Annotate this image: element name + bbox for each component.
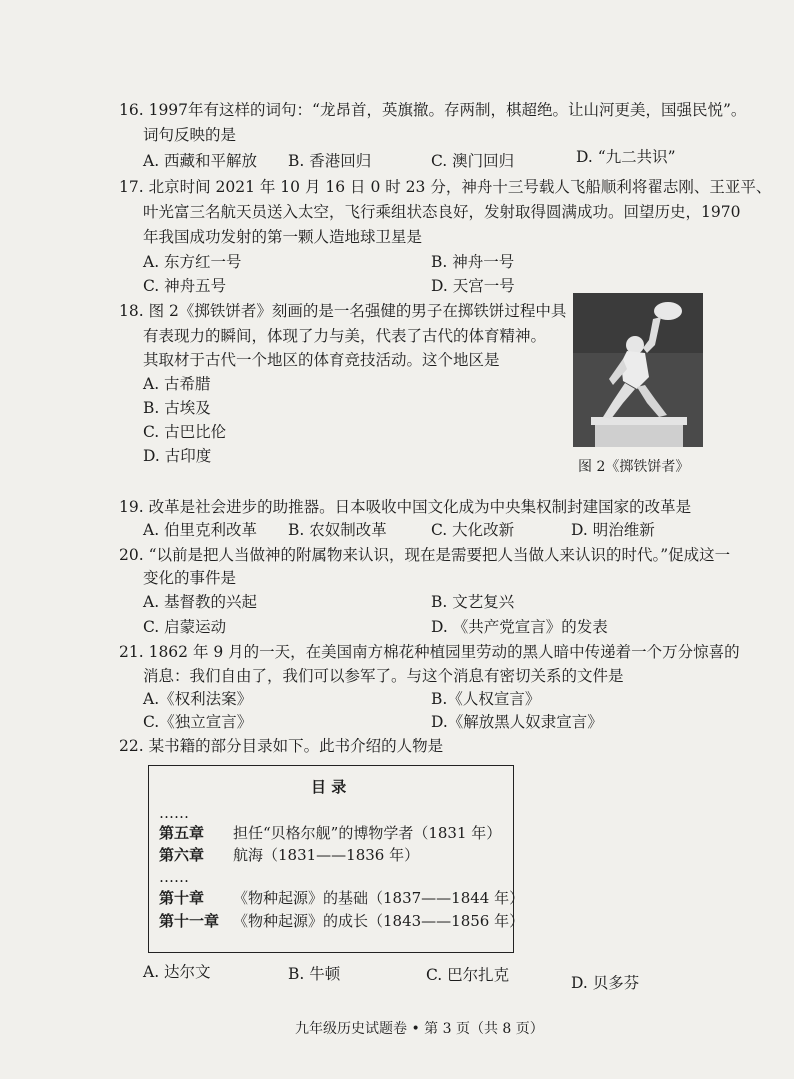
q20-stem-line-2: 变化的事件是: [143, 569, 237, 587]
q17-stem-line-2: 叶光富三名航天员送入太空，飞行乘组状态良好，发射取得圆满成功。回望历史，1970: [143, 203, 741, 221]
q22-option-a[interactable]: A. 达尔文: [143, 963, 211, 981]
toc-chapter-11-label: 第十一章: [159, 912, 220, 930]
discus-thrower-statue-illustration: [573, 293, 703, 447]
q21-option-a[interactable]: A.《权利法案》: [143, 690, 253, 708]
q20-option-d[interactable]: D. 《共产党宣言》的发表: [431, 618, 608, 636]
q16-option-b[interactable]: B. 香港回归: [288, 152, 372, 170]
q20-stem-line-1: 20. “以前是把人当做神的附属物来认识，现在是需要把人当做人来认识的时代。”促成这一: [119, 546, 731, 564]
q21-option-d[interactable]: D.《解放黑人奴隶宣言》: [431, 713, 603, 731]
page-footer: 九年级历史试题卷 • 第 3 页（共 8 页）: [295, 1021, 544, 1037]
toc-chapter-10-label: 第十章: [159, 889, 205, 907]
q17-option-a[interactable]: A. 东方红一号: [143, 253, 242, 271]
q21-stem-line-1: 21. 1862 年 9 月的一天，在美国南方棉花种植园里劳动的黑人暗中传递着一个万分惊喜的: [119, 643, 740, 661]
figure-caption: 图 2《掷铁饼者》: [578, 459, 690, 475]
toc-chapter-10-title: 《物种起源》的基础（1837——1844 年）: [233, 889, 525, 907]
q19-option-c[interactable]: C. 大化改新: [431, 521, 515, 539]
q16-option-a[interactable]: A. 西藏和平解放: [143, 152, 258, 170]
discus-thrower-photo: [573, 293, 703, 447]
q17-option-c[interactable]: C. 神舟五号: [143, 277, 227, 295]
q19-stem-line-1: 19. 改革是社会进步的助推器。日本吸收中国文化成为中央集权制封建国家的改革是: [119, 498, 692, 516]
q19-option-a[interactable]: A. 伯里克利改革: [143, 521, 258, 539]
toc-chapter-11-title: 《物种起源》的成长（1843——1856 年）: [233, 912, 525, 930]
q18-stem-line-1: 18. 图 2《掷铁饼者》刻画的是一名强健的男子在掷铁饼过程中具: [119, 302, 567, 320]
q18-stem-line-3: 其取材于古代一个地区的体育竞技活动。这个地区是: [143, 351, 500, 369]
q17-option-b[interactable]: B. 神舟一号: [431, 253, 515, 271]
q18-stem-line-2: 有表现力的瞬间，体现了力与美，代表了古代的体育精神。: [143, 327, 547, 345]
q22-option-b[interactable]: B. 牛顿: [288, 965, 341, 983]
toc-chapter-5-title: 担任“贝格尔舰”的博物学者（1831 年）: [233, 824, 502, 842]
q21-option-c[interactable]: C.《独立宣言》: [143, 713, 253, 731]
q18-option-b[interactable]: B. 古埃及: [143, 399, 211, 417]
q22-option-c[interactable]: C. 巴尔扎克: [426, 966, 510, 984]
q18-option-c[interactable]: C. 古巴比伦: [143, 423, 227, 441]
q19-option-b[interactable]: B. 农奴制改革: [288, 521, 387, 539]
q16-stem-line-2: 词句反映的是: [143, 126, 237, 144]
q17-stem-line-3: 年我国成功发射的第一颗人造地球卫星是: [143, 228, 423, 246]
q21-option-b[interactable]: B.《人权宣言》: [431, 690, 541, 708]
q18-option-a[interactable]: A. 古希腊: [143, 375, 211, 393]
book-table-of-contents: [148, 765, 525, 953]
q21-stem-line-2: 消息：我们自由了，我们可以参军了。与这个消息有密切关系的文件是: [143, 667, 624, 685]
q17-option-d[interactable]: D. 天宫一号: [431, 277, 515, 295]
q20-option-a[interactable]: A. 基督教的兴起: [143, 593, 258, 611]
q22-option-d[interactable]: D. 贝多芬: [571, 974, 640, 992]
q16-option-d[interactable]: D. “九二共识”: [576, 148, 676, 166]
q18-option-d[interactable]: D. 古印度: [143, 447, 212, 465]
q20-option-b[interactable]: B. 文艺复兴: [431, 593, 515, 611]
toc-ellipsis-top: ……: [159, 804, 189, 822]
q17-stem-line-1: 17. 北京时间 2021 年 10 月 16 日 0 时 23 分，神舟十三号载人飞船顺利将翟志刚、王亚平、: [119, 178, 772, 196]
toc-ellipsis-middle: ……: [159, 868, 189, 886]
toc-title: 目 录: [311, 778, 347, 796]
q22-stem-line-1: 22. 某书籍的部分目录如下。此书介绍的人物是: [119, 737, 444, 755]
q16-option-c[interactable]: C. 澳门回归: [431, 152, 515, 170]
toc-chapter-5-label: 第五章: [159, 824, 205, 842]
toc-chapter-6-title: 航海（1831——1836 年）: [233, 846, 420, 864]
q19-option-d[interactable]: D. 明治维新: [571, 521, 655, 539]
q16-stem-line-1: 16. 1997年有这样的词句：“龙昂首，英旗撤。存两制，棋超绝。让山河更美，国强民悦”。: [119, 101, 747, 119]
toc-chapter-6-label: 第六章: [159, 846, 205, 864]
q20-option-c[interactable]: C. 启蒙运动: [143, 618, 227, 636]
